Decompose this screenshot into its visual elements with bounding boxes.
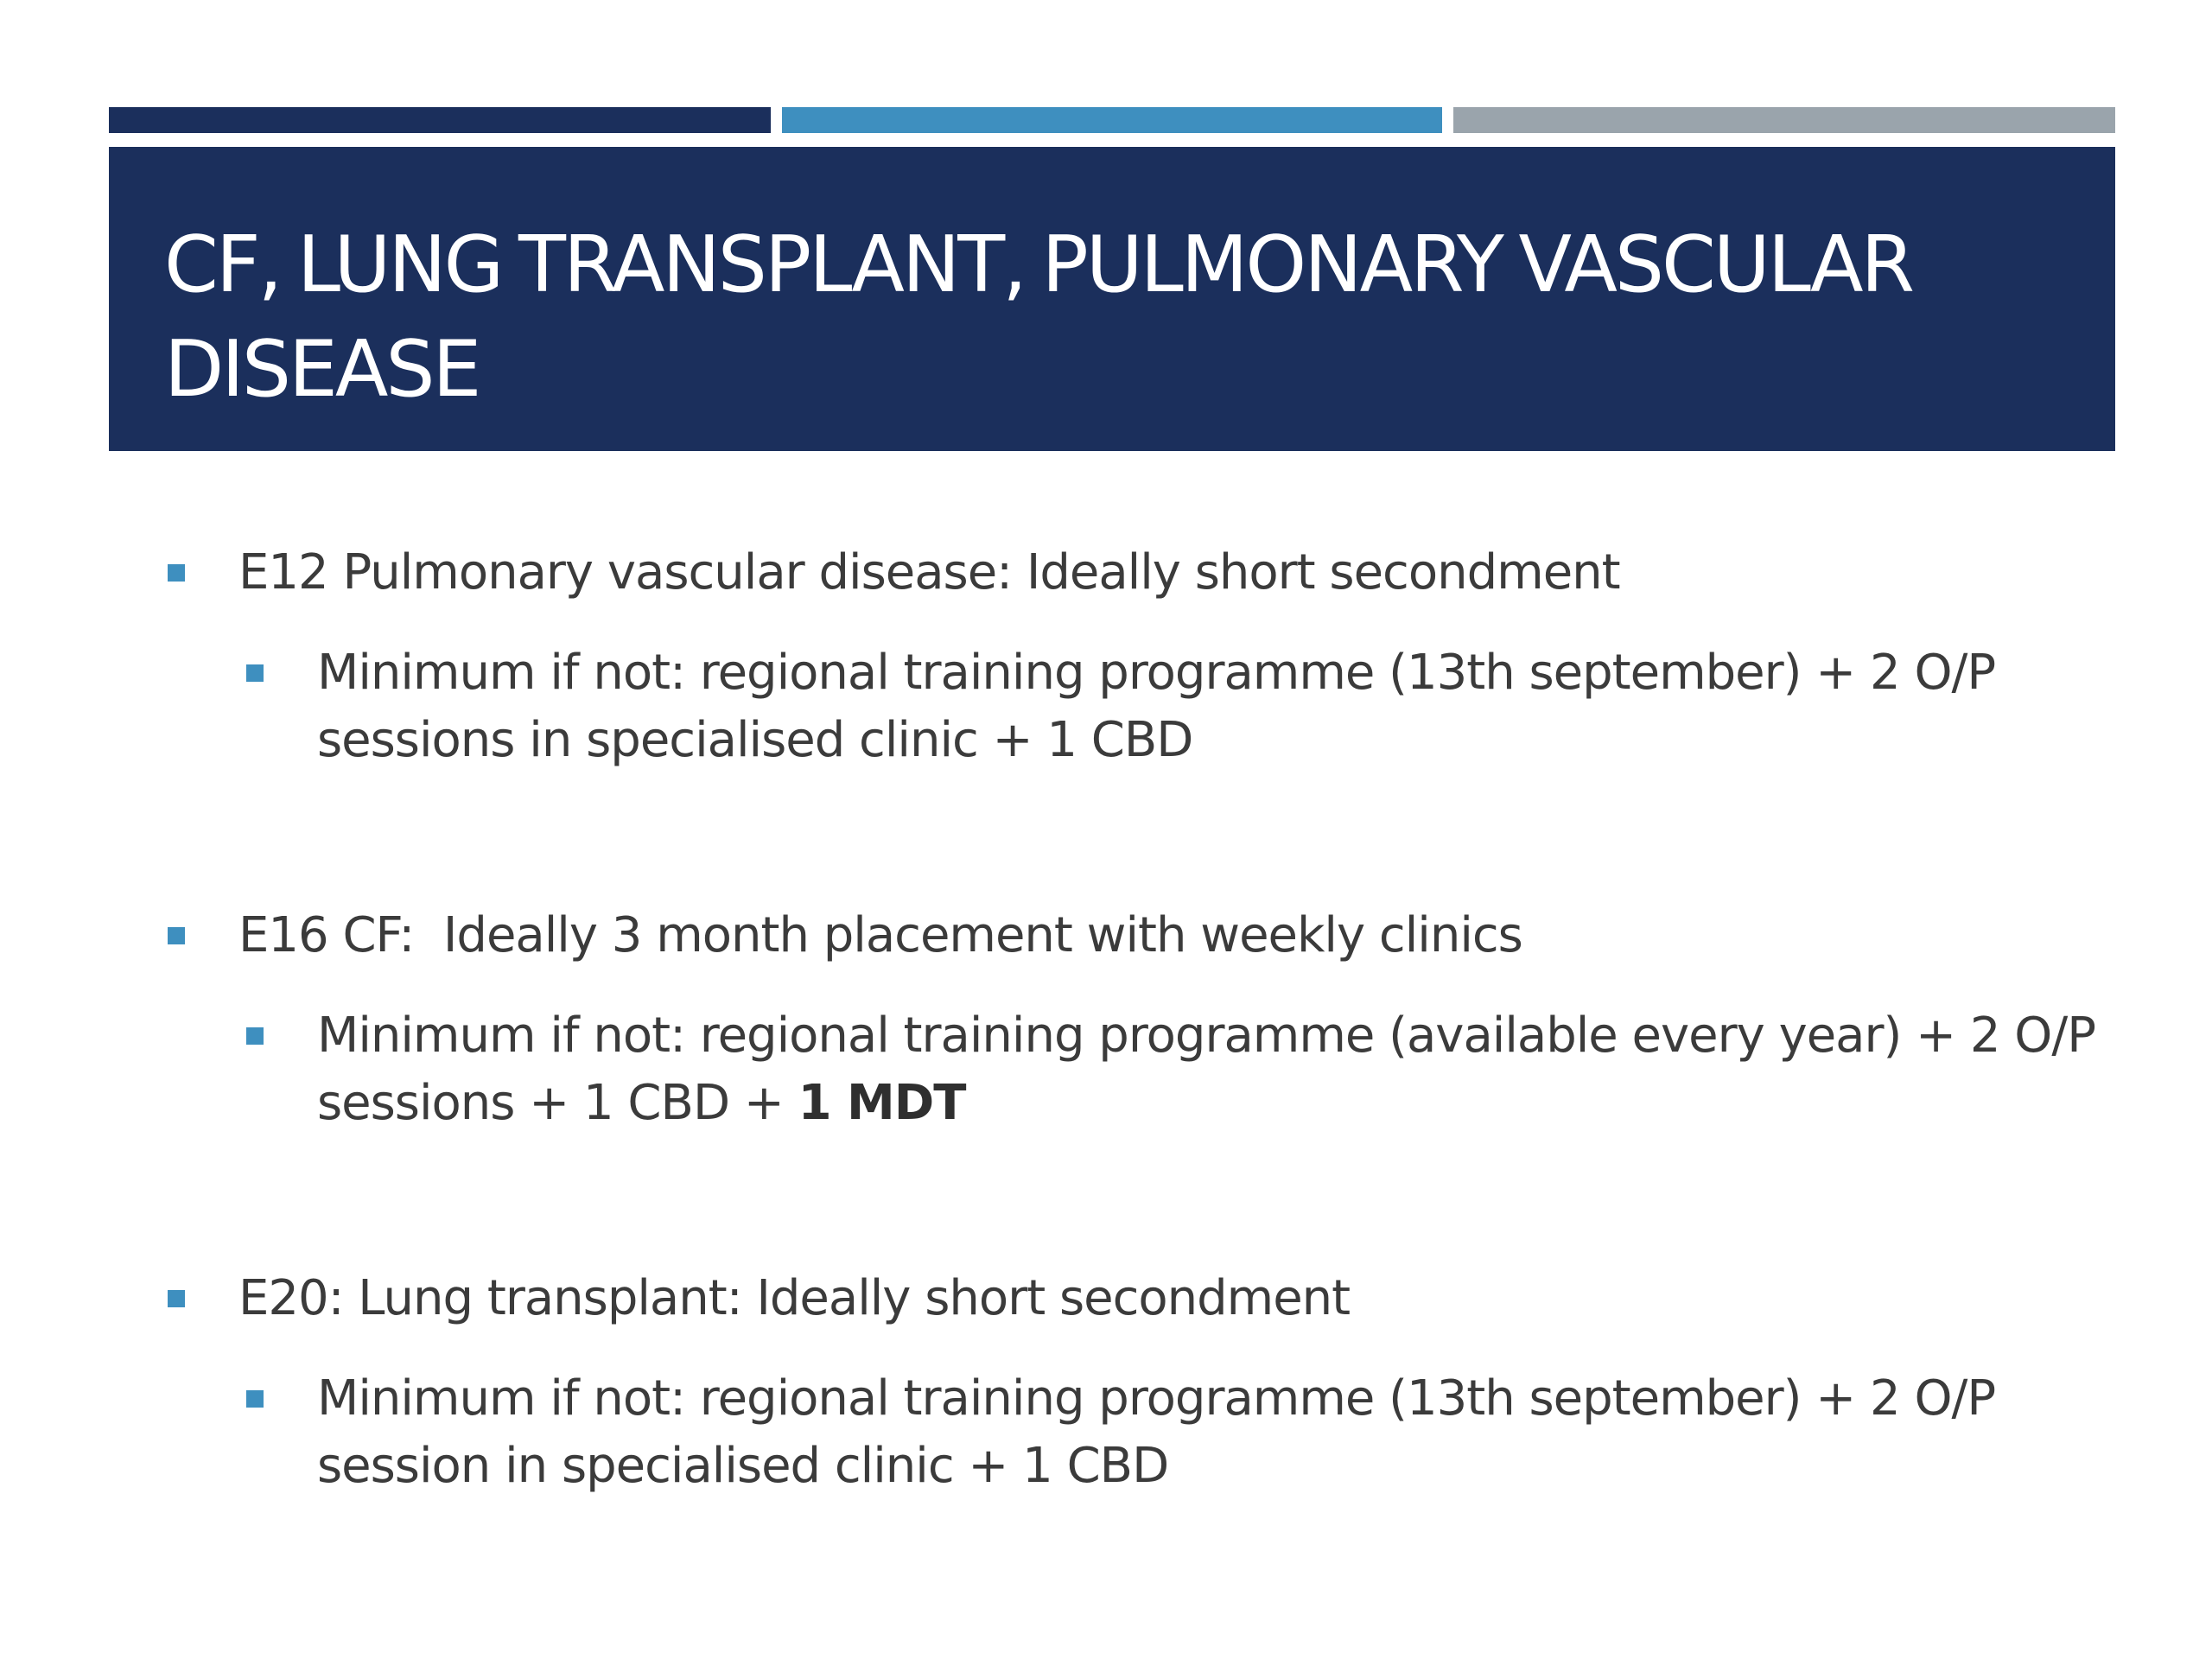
square-bullet-icon [246, 664, 264, 682]
square-bullet-icon [246, 1390, 264, 1408]
list-item [238, 539, 2096, 607]
sub-list-item [317, 639, 2097, 774]
sub-list-item-bold-text: 1 MDT [798, 1075, 966, 1131]
list-item [238, 902, 2096, 969]
sub-list-item-text: Minimum if not: regional training programme (13th september) + 2 O/P session in specialised clinic + 1 CBD [317, 1370, 1996, 1494]
square-bullet-icon [246, 1027, 264, 1045]
square-bullet-icon [168, 1290, 185, 1307]
sub-list-item-text: Minimum if not: regional training programme (available every year) + 2 O/P sessions + 1 CBD + [317, 1007, 2096, 1131]
sub-list-item-text: Minimum if not: regional training programme (13th september) + 2 O/P sessions in specialised clinic + 1 CBD [317, 645, 1996, 768]
sub-list-item [317, 1002, 2097, 1137]
list-item-text: E20: Lung transplant: Ideally short secondment [238, 1270, 1351, 1326]
list-item-text: E16 CF: Ideally 3 month placement with weekly clinics [238, 907, 1522, 963]
slide-title: CF, LUNG TRANSPLANT, PULMONARY VASCULAR DISEASE [164, 219, 1913, 415]
list-item [238, 1265, 2096, 1332]
square-bullet-icon [168, 927, 185, 944]
sub-list-item [317, 1365, 2097, 1500]
square-bullet-icon [168, 564, 185, 582]
list-item-text: E12 Pulmonary vascular disease: Ideally short secondment [238, 544, 1620, 601]
